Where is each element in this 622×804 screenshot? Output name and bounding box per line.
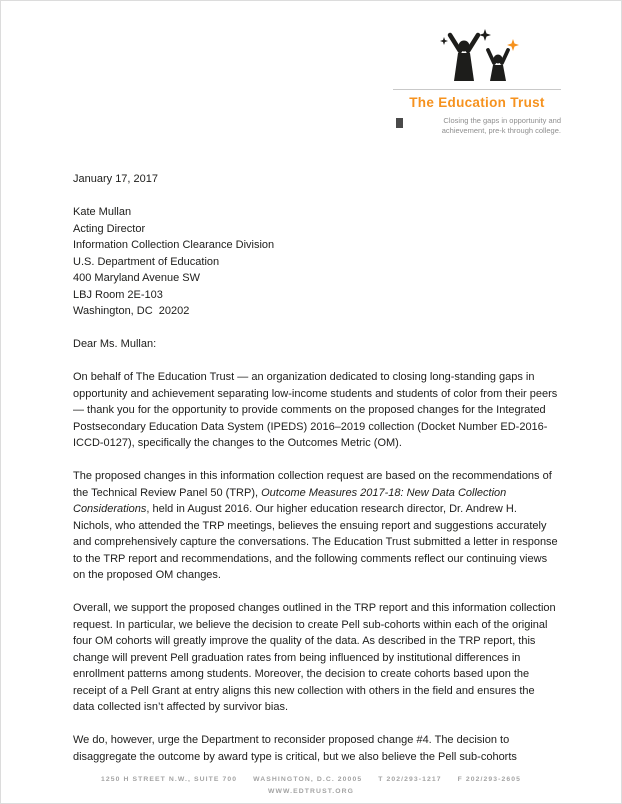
recipient-title: Acting Director xyxy=(73,222,146,235)
footer-contact-line xyxy=(1,775,621,784)
body-paragraph-3: Overall, we support the proposed changes outlined in the TRP report and this information collection request. In particular, we believe the decision to create Pell sub-cohorts within each of the original four OM cohorts will greatly improve the quality of the data. As described in the TRP report, this change will prevent Pell graduation rates from being influenced by institutional differences in enrollment patterns among students. Moreover, the decision to create cohorts based upon the receipt of a Pell Grant at entry aligns this new collection with others in the field and ensures the data collected isn’t affected by survivor bias. xyxy=(73,602,556,713)
recipient-division: Information Collection Clearance Division xyxy=(73,239,275,251)
footer-fax: F 202/293-2605 xyxy=(457,776,522,783)
tagline-line1: Closing the gaps in opportunity and xyxy=(443,116,561,125)
letter-date: January 17, 2017 xyxy=(73,173,159,185)
body-paragraph-2 xyxy=(73,468,559,584)
letterhead-footer xyxy=(1,775,621,796)
footer-website: WWW.EDTRUST.ORG xyxy=(268,788,354,795)
paragraph-2-text-cont: , held in August 2016. Our higher education research director, Dr. Andrew H. Nichols, who attended the TRP meetings, believes the ensuing report and suggestions accurately and comprehensively capture the conversations. The Education Trust submitted a letter in response to the TRP report and recommendations, and the following comments reflect our continuing views on the proposed OM changes. xyxy=(73,503,558,581)
recipient-address-block xyxy=(73,204,559,320)
cheering-figures-stars-icon xyxy=(430,29,525,84)
recipient-room: LBJ Room 2E-103 xyxy=(73,288,163,301)
recipient-street: 400 Maryland Avenue SW xyxy=(73,272,200,284)
body-paragraph-4: We do, however, urge the Department to reconsider proposed change #4. The decision to disaggregate the outcome by award type is critical, but we also believe the Pell sub-cohorts xyxy=(73,734,517,763)
paragraph-2-text: The proposed changes in this information collection request are based on the recommendations of the Technical Review Panel 50 (TRP), xyxy=(73,470,552,499)
body-paragraph-1: On behalf of The Education Trust — an organization dedicated to closing long-standing gaps in opportunity and achievement separating low-income students and students of color from their peers — thank you for the opportunity to provide comments on the proposed changes for the Integrated Postsecondary Education Data System (IPEDS) 2016–2019 collection (Docket Number ED-2016-ICCD-0127), specifically the changes to the Outcomes Metric (OM). xyxy=(73,371,558,449)
tagline-line2: achievement, pre-k through college. xyxy=(441,126,561,135)
recipient-city: Washington, DC 20202 xyxy=(73,305,190,317)
tagline-accent-box xyxy=(396,118,403,128)
org-logo xyxy=(393,29,561,136)
org-name: The Education Trust xyxy=(393,89,561,110)
footer-phone: T 202/293-1217 xyxy=(378,776,442,783)
footer-city-zip: WASHINGTON, D.C. 20005 xyxy=(253,776,363,783)
recipient-organization: U.S. Department of Education xyxy=(73,255,220,268)
letter-body xyxy=(73,171,559,765)
paragraph-2-report-title: Outcome Measures 2017-18: New Data Collection Considerations xyxy=(73,486,507,515)
logo-tagline xyxy=(393,116,561,136)
salutation: Dear Ms. Mullan: xyxy=(73,338,157,350)
recipient-name: Kate Mullan xyxy=(73,206,132,218)
footer-street-address: 1250 H STREET N.W., SUITE 700 xyxy=(100,776,238,783)
